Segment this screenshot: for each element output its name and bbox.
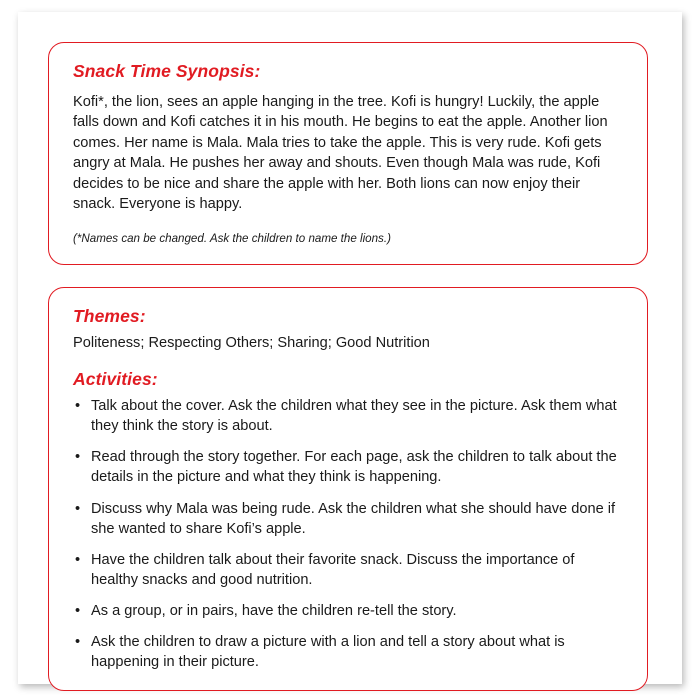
list-item [73,550,623,590]
bullet-icon: • [75,398,81,415]
document-content [48,42,648,691]
activities-list [73,396,623,672]
bullet-icon: • [75,634,81,651]
synopsis-panel [48,42,648,265]
synopsis-body: Kofi*, the lion, sees an apple hanging in the tree. Kofi is hungry! Luckily, the apple falls down and Kofi catches it in his mouth. He begins to eat the apple. Another lion comes. Her name is Mala. Mala tries to take the apple. This is very rude. Kofi gets angry at Mala. He pushes her away and shouts. Even though Mala was rude, Kofi decides to be nice and share the apple with her. Both lions can now enjoy their snack. Everyone is happy. [73,94,608,213]
synopsis-title: Snack Time Synopsis: [73,61,261,81]
list-item-text: Discuss why Mala was being rude. Ask the children what she should have done if she wanted to share Kofi’s apple. [91,500,616,537]
list-item-text: Read through the story together. For each page, ask the children to talk about the details in the picture and what they think is happening. [91,449,617,486]
list-item [73,396,623,436]
bullet-icon: • [75,551,81,568]
list-item [73,499,623,539]
list-item-text: As a group, or in pairs, have the children re-tell the story. [91,603,457,620]
list-item-text: Ask the children to draw a picture with a lion and tell a story about what is happening in their picture. [91,634,565,671]
themes-activities-panel [48,287,648,692]
themes-title: Themes: [73,305,146,326]
list-item [73,601,623,621]
list-item [73,447,623,487]
list-item [73,632,623,672]
list-item-text: Talk about the cover. Ask the children what they see in the picture. Ask them what they think the story is about. [91,398,617,435]
bullet-icon: • [75,449,81,466]
bullet-icon: • [75,603,81,620]
synopsis-note: (*Names can be changed. Ask the children to name the lions.) [73,231,391,245]
bullet-icon: • [75,500,81,517]
themes-body: Politeness; Respecting Others; Sharing; Good Nutrition [73,334,430,351]
activities-title: Activities: [73,369,158,390]
list-item-text: Have the children talk about their favorite snack. Discuss the importance of healthy snacks and good nutrition. [91,551,575,588]
